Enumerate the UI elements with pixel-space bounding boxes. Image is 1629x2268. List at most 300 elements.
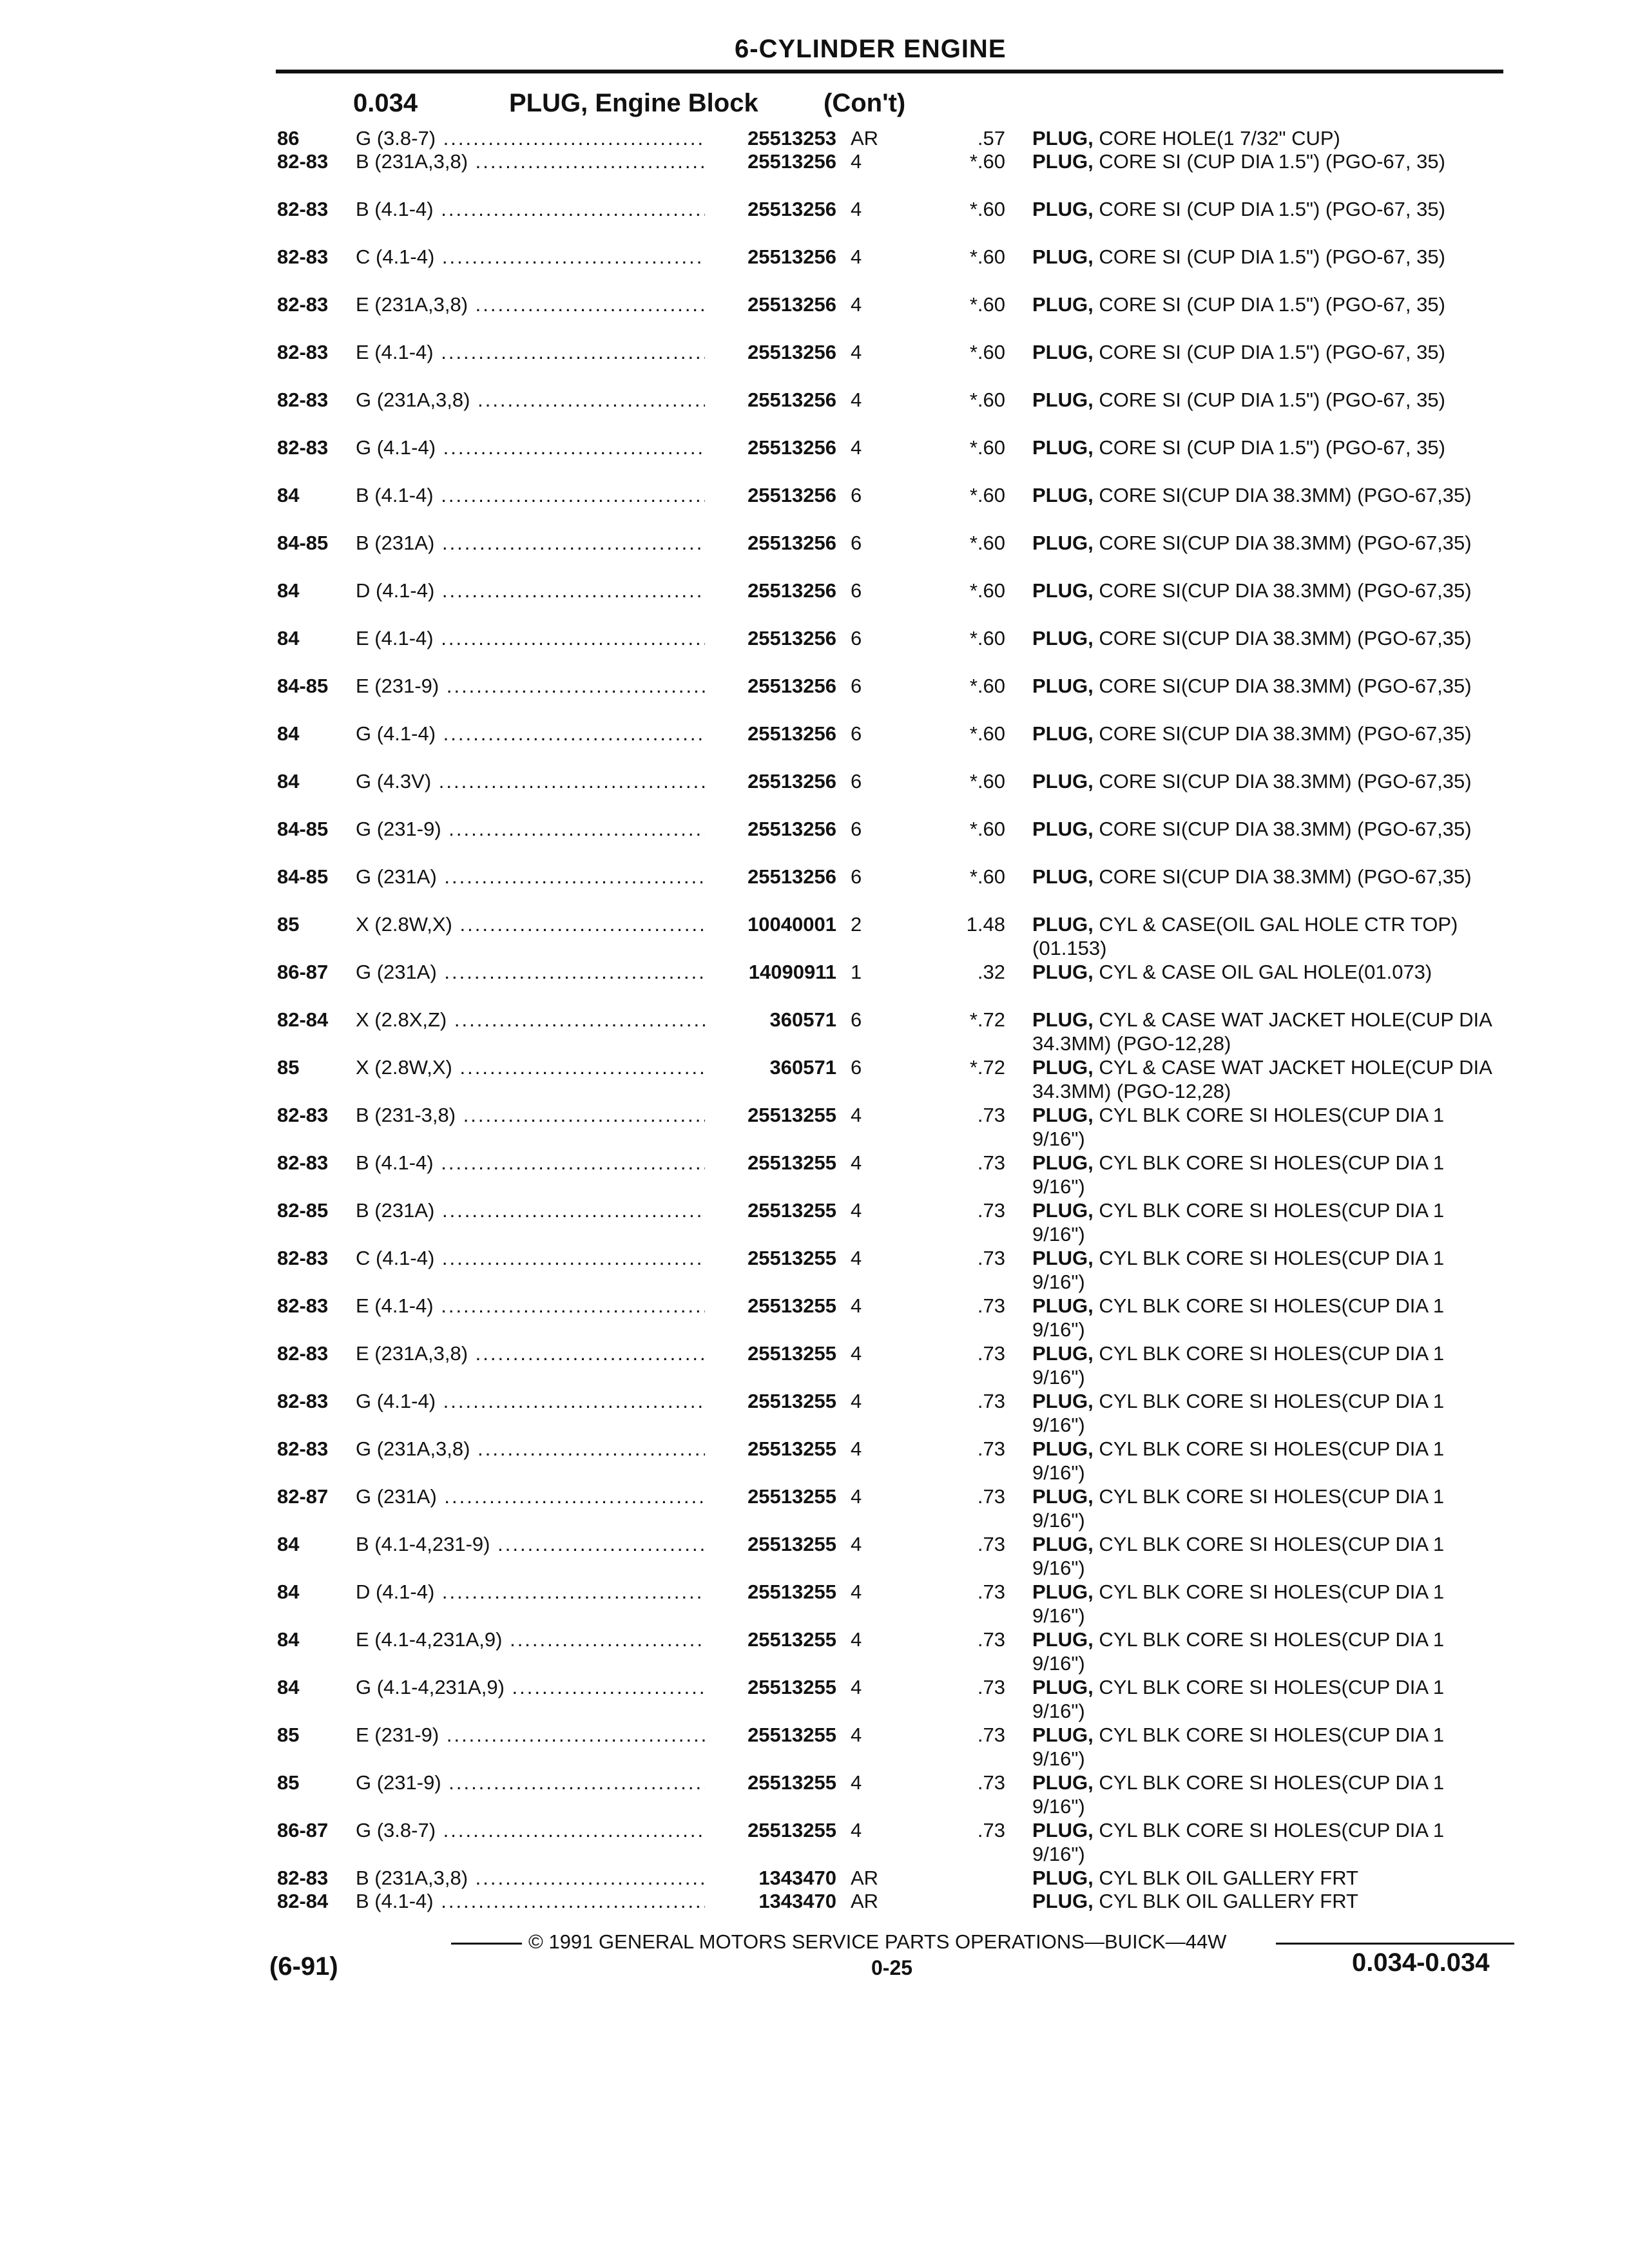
description-text: CYL BLK CORE SI HOLES(CUP DIA 1 9/16") xyxy=(1032,1724,1445,1770)
quantity-cell: 4 xyxy=(851,1390,862,1412)
price-cell: *.60 xyxy=(969,484,1005,506)
part-number-cell: 25513255 xyxy=(747,1628,836,1651)
table-row xyxy=(0,1580,1629,1628)
description-cell xyxy=(1032,436,1499,483)
model-cell: E (231-9) ..... xyxy=(356,1723,705,1747)
price-cell: .73 xyxy=(977,1437,1005,1460)
footer-date: (6-91) xyxy=(269,1952,338,1981)
table-row xyxy=(0,483,1629,531)
model-cell: X (2.8X,Z) ..... xyxy=(356,1008,705,1032)
description-prefix: PLUG, xyxy=(1032,770,1094,793)
description-cell xyxy=(1032,1771,1499,1818)
model-cell: G (231A) ..... xyxy=(356,960,705,984)
model-cell: E (4.1-4) ..... xyxy=(356,1294,705,1318)
year-cell: 84 xyxy=(277,1628,300,1651)
model-cell: G (4.1-4,231A,9) ..... xyxy=(356,1675,705,1699)
table-row xyxy=(0,674,1629,722)
price-cell: .73 xyxy=(977,1676,1005,1698)
section-title: PLUG, Engine Block xyxy=(509,89,758,117)
year-cell: 84 xyxy=(277,579,300,602)
part-number-cell: 25513255 xyxy=(747,1533,836,1555)
part-number-cell: 25513255 xyxy=(747,1104,836,1126)
part-number-cell: 25513256 xyxy=(747,579,836,602)
table-row xyxy=(0,1675,1629,1723)
description-cell xyxy=(1032,1389,1499,1437)
description-text: CYL BLK CORE SI HOLES(CUP DIA 1 9/16") xyxy=(1032,1676,1445,1722)
description-prefix: PLUG, xyxy=(1032,484,1094,506)
year-cell: 84 xyxy=(277,484,300,506)
part-number-cell: 25513256 xyxy=(747,770,836,793)
description-cell xyxy=(1032,1532,1499,1580)
quantity-cell: 6 xyxy=(851,1008,862,1031)
description-text: CYL BLK CORE SI HOLES(CUP DIA 1 9/16") xyxy=(1032,1294,1445,1341)
price-cell: *.60 xyxy=(969,722,1005,745)
price-cell: *.60 xyxy=(969,389,1005,411)
year-cell: 82-83 xyxy=(277,1294,329,1317)
year-cell: 84 xyxy=(277,1581,300,1603)
table-row xyxy=(0,245,1629,293)
description-prefix: PLUG, xyxy=(1032,1485,1094,1508)
description-cell xyxy=(1032,1341,1499,1389)
table-row xyxy=(0,960,1629,1008)
model-cell: G (231A) ..... xyxy=(356,1485,705,1508)
quantity-cell: 4 xyxy=(851,1342,862,1365)
model-cell: B (231-3,8) ..... xyxy=(356,1103,705,1127)
footer-section-range: 0.034-0.034 xyxy=(1352,1948,1490,1977)
part-number-cell: 1343470 xyxy=(758,1867,836,1889)
description-cell xyxy=(1032,960,1499,1008)
table-row xyxy=(0,1198,1629,1246)
quantity-cell: 6 xyxy=(851,722,862,745)
description-text: CYL & CASE OIL GAL HOLE(01.073) xyxy=(1099,961,1432,983)
description-prefix: PLUG, xyxy=(1032,389,1094,411)
price-cell: *.60 xyxy=(969,865,1005,888)
price-cell: *.60 xyxy=(969,627,1005,649)
table-row xyxy=(0,1485,1629,1532)
quantity-cell: AR xyxy=(851,127,879,149)
description-prefix: PLUG, xyxy=(1032,913,1094,936)
model-cell: E (231A,3,8) ..... xyxy=(356,1341,705,1365)
description-cell xyxy=(1032,626,1499,674)
section-continued: (Con't) xyxy=(824,89,906,117)
table-row xyxy=(0,1055,1629,1103)
description-text: CYL BLK CORE SI HOLES(CUP DIA 1 9/16") xyxy=(1032,1437,1445,1484)
table-row xyxy=(0,722,1629,769)
quantity-cell: AR xyxy=(851,1867,879,1889)
description-cell xyxy=(1032,1485,1499,1532)
description-prefix: PLUG, xyxy=(1032,627,1094,649)
year-cell: 84 xyxy=(277,770,300,793)
model-cell: G (231A) ..... xyxy=(356,865,705,889)
part-number-cell: 25513255 xyxy=(747,1247,836,1269)
table-row xyxy=(0,1818,1629,1866)
part-number-cell: 25513256 xyxy=(747,627,836,649)
model-cell: C (4.1-4) ..... xyxy=(356,245,705,269)
description-prefix: PLUG, xyxy=(1032,198,1094,220)
description-text: CYL BLK CORE SI HOLES(CUP DIA 1 9/16") xyxy=(1032,1628,1445,1675)
part-number-cell: 25513256 xyxy=(747,675,836,697)
quantity-cell: 4 xyxy=(851,293,862,316)
description-text: CORE SI(CUP DIA 38.3MM) (PGO-67,35) xyxy=(1099,627,1472,649)
quantity-cell: 4 xyxy=(851,1104,862,1126)
description-text: CORE SI (CUP DIA 1.5") (PGO-67, 35) xyxy=(1099,198,1445,220)
model-cell: G (3.8-7) ..... xyxy=(356,1818,705,1842)
description-text: CYL & CASE WAT JACKET HOLE(CUP DIA 34.3MM) (PGO-12,28) xyxy=(1032,1008,1492,1055)
description-prefix: PLUG, xyxy=(1032,1199,1094,1222)
part-number-cell: 25513256 xyxy=(747,198,836,220)
description-prefix: PLUG, xyxy=(1032,1867,1094,1889)
year-cell: 85 xyxy=(277,913,300,936)
description-text: CYL & CASE(OIL GAL HOLE CTR TOP)(01.153) xyxy=(1032,913,1458,959)
part-number-cell: 25513255 xyxy=(747,1771,836,1794)
description-cell xyxy=(1032,1246,1499,1294)
description-prefix: PLUG, xyxy=(1032,865,1094,888)
quantity-cell: 6 xyxy=(851,770,862,793)
table-row xyxy=(0,1532,1629,1580)
footer-copyright: © 1991 GENERAL MOTORS SERVICE PARTS OPERATIONS—BUICK—44W xyxy=(528,1930,1227,1953)
year-cell: 82-87 xyxy=(277,1485,329,1508)
table-row xyxy=(0,293,1629,340)
description-prefix: PLUG, xyxy=(1032,1437,1094,1460)
description-text: CYL BLK CORE SI HOLES(CUP DIA 1 9/16") xyxy=(1032,1819,1445,1865)
description-prefix: PLUG, xyxy=(1032,1294,1094,1317)
description-cell xyxy=(1032,149,1499,197)
year-cell: 84 xyxy=(277,627,300,649)
part-number-cell: 14090911 xyxy=(748,961,836,983)
price-cell: .73 xyxy=(977,1342,1005,1365)
table-row xyxy=(0,1889,1629,1937)
description-text: CYL BLK CORE SI HOLES(CUP DIA 1 9/16") xyxy=(1032,1342,1445,1389)
model-cell: E (4.1-4) ..... xyxy=(356,626,705,650)
quantity-cell: 6 xyxy=(851,579,862,602)
year-cell: 82-83 xyxy=(277,1390,329,1412)
model-cell: E (4.1-4,231A,9) ..... xyxy=(356,1628,705,1651)
description-prefix: PLUG, xyxy=(1032,961,1094,983)
table-row xyxy=(0,388,1629,436)
part-number-cell: 25513256 xyxy=(747,818,836,840)
part-number-cell: 10040001 xyxy=(747,913,836,936)
description-prefix: PLUG, xyxy=(1032,1104,1094,1126)
description-cell xyxy=(1032,1008,1499,1055)
price-cell: .73 xyxy=(977,1151,1005,1174)
price-cell: *.60 xyxy=(969,245,1005,268)
part-number-cell: 25513255 xyxy=(747,1390,836,1412)
footer-rule-left xyxy=(451,1943,522,1945)
part-number-cell: 25513255 xyxy=(747,1294,836,1317)
year-cell: 82-83 xyxy=(277,1104,329,1126)
table-row xyxy=(0,1008,1629,1055)
description-text: CYL BLK CORE SI HOLES(CUP DIA 1 9/16") xyxy=(1032,1533,1445,1579)
price-cell: .73 xyxy=(977,1104,1005,1126)
part-number-cell: 25513255 xyxy=(747,1151,836,1174)
description-prefix: PLUG, xyxy=(1032,127,1094,149)
year-cell: 84 xyxy=(277,1676,300,1698)
quantity-cell: 6 xyxy=(851,1056,862,1079)
part-number-cell: 25513255 xyxy=(747,1676,836,1698)
year-cell: 82-84 xyxy=(277,1890,329,1912)
price-cell: .73 xyxy=(977,1294,1005,1317)
quantity-cell: 6 xyxy=(851,627,862,649)
table-row xyxy=(0,912,1629,960)
description-cell xyxy=(1032,388,1499,436)
model-cell: D (4.1-4) ..... xyxy=(356,579,705,602)
price-cell: *.72 xyxy=(969,1008,1005,1031)
model-cell: G (231A,3,8) ..... xyxy=(356,388,705,412)
description-text: CYL BLK CORE SI HOLES(CUP DIA 1 9/16") xyxy=(1032,1104,1445,1150)
model-cell: G (4.1-4) ..... xyxy=(356,722,705,745)
year-cell: 82-83 xyxy=(277,1151,329,1174)
description-cell xyxy=(1032,865,1499,912)
quantity-cell: 4 xyxy=(851,245,862,268)
description-cell xyxy=(1032,722,1499,769)
table-row xyxy=(0,1389,1629,1437)
price-cell: .57 xyxy=(977,127,1005,149)
model-cell: B (231A) ..... xyxy=(356,531,705,555)
model-cell: E (4.1-4) ..... xyxy=(356,340,705,364)
price-cell: .73 xyxy=(977,1628,1005,1651)
description-text: CORE SI (CUP DIA 1.5") (PGO-67, 35) xyxy=(1099,150,1445,173)
price-cell: .73 xyxy=(977,1199,1005,1222)
description-cell xyxy=(1032,1723,1499,1771)
description-prefix: PLUG, xyxy=(1032,1342,1094,1365)
model-cell: B (4.1-4) ..... xyxy=(356,1151,705,1175)
quantity-cell: 6 xyxy=(851,532,862,554)
year-cell: 84-85 xyxy=(277,675,329,697)
description-prefix: PLUG, xyxy=(1032,1771,1094,1794)
quantity-cell: 4 xyxy=(851,1581,862,1603)
quantity-cell: 4 xyxy=(851,1724,862,1746)
quantity-cell: 6 xyxy=(851,865,862,888)
table-row xyxy=(0,340,1629,388)
table-row xyxy=(0,1341,1629,1389)
price-cell: .73 xyxy=(977,1247,1005,1269)
table-row xyxy=(0,865,1629,912)
description-prefix: PLUG, xyxy=(1032,245,1094,268)
description-cell xyxy=(1032,1437,1499,1485)
table-row xyxy=(0,1294,1629,1341)
price-cell: .73 xyxy=(977,1819,1005,1841)
part-number-cell: 25513256 xyxy=(747,245,836,268)
model-cell: G (231A,3,8) ..... xyxy=(356,1437,705,1461)
description-cell xyxy=(1032,1818,1499,1866)
quantity-cell: 4 xyxy=(851,1533,862,1555)
description-cell xyxy=(1032,197,1499,245)
description-text: CORE SI(CUP DIA 38.3MM) (PGO-67,35) xyxy=(1099,675,1472,697)
quantity-cell: 4 xyxy=(851,1199,862,1222)
table-row xyxy=(0,436,1629,483)
year-cell: 84 xyxy=(277,1533,300,1555)
description-cell xyxy=(1032,769,1499,817)
price-cell: .73 xyxy=(977,1581,1005,1603)
part-number-cell: 25513255 xyxy=(747,1437,836,1460)
footer-rule-right xyxy=(1276,1943,1514,1945)
description-cell xyxy=(1032,1580,1499,1628)
quantity-cell: 4 xyxy=(851,1437,862,1460)
description-prefix: PLUG, xyxy=(1032,1819,1094,1841)
description-text: CYL BLK CORE SI HOLES(CUP DIA 1 9/16") xyxy=(1032,1485,1445,1532)
year-cell: 82-83 xyxy=(277,1247,329,1269)
description-prefix: PLUG, xyxy=(1032,150,1094,173)
description-prefix: PLUG, xyxy=(1032,1008,1094,1031)
model-cell: B (231A,3,8) ..... xyxy=(356,1866,705,1890)
model-cell: D (4.1-4) ..... xyxy=(356,1580,705,1604)
part-number-cell: 25513256 xyxy=(747,484,836,506)
year-cell: 82-83 xyxy=(277,293,329,316)
description-cell xyxy=(1032,531,1499,579)
description-text: CYL BLK CORE SI HOLES(CUP DIA 1 9/16") xyxy=(1032,1199,1445,1245)
model-cell: G (4.1-4) ..... xyxy=(356,1389,705,1413)
year-cell: 82-83 xyxy=(277,150,329,173)
price-cell: *.60 xyxy=(969,532,1005,554)
year-cell: 82-83 xyxy=(277,198,329,220)
description-text: CORE SI(CUP DIA 38.3MM) (PGO-67,35) xyxy=(1099,579,1472,602)
year-cell: 84-85 xyxy=(277,865,329,888)
year-cell: 82-83 xyxy=(277,436,329,459)
part-number-cell: 360571 xyxy=(769,1056,836,1079)
description-cell xyxy=(1032,1889,1499,1937)
year-cell: 82-83 xyxy=(277,341,329,363)
quantity-cell: 2 xyxy=(851,913,862,936)
table-row xyxy=(0,149,1629,197)
description-text: CYL & CASE WAT JACKET HOLE(CUP DIA 34.3MM) (PGO-12,28) xyxy=(1032,1056,1492,1102)
year-cell: 84-85 xyxy=(277,818,329,840)
model-cell: B (231A,3,8) ..... xyxy=(356,149,705,173)
description-text: CORE SI (CUP DIA 1.5") (PGO-67, 35) xyxy=(1099,293,1445,316)
description-cell xyxy=(1032,817,1499,865)
price-cell: *.60 xyxy=(969,293,1005,316)
model-cell: E (231-9) ..... xyxy=(356,674,705,698)
quantity-cell: 6 xyxy=(851,484,862,506)
model-cell: G (4.3V) ..... xyxy=(356,769,705,793)
description-cell xyxy=(1032,293,1499,340)
year-cell: 82-85 xyxy=(277,1199,329,1222)
model-cell: X (2.8W,X) ..... xyxy=(356,912,705,936)
price-cell: *.60 xyxy=(969,770,1005,793)
year-cell: 85 xyxy=(277,1724,300,1746)
year-cell: 85 xyxy=(277,1771,300,1794)
price-cell: *.60 xyxy=(969,436,1005,459)
model-cell: B (4.1-4) ..... xyxy=(356,197,705,221)
table-row xyxy=(0,1771,1629,1818)
part-number-cell: 25513256 xyxy=(747,293,836,316)
description-prefix: PLUG, xyxy=(1032,1151,1094,1174)
price-cell: *.60 xyxy=(969,198,1005,220)
description-text: CYL BLK CORE SI HOLES(CUP DIA 1 9/16") xyxy=(1032,1151,1445,1198)
price-cell: .73 xyxy=(977,1485,1005,1508)
part-number-cell: 360571 xyxy=(769,1008,836,1031)
part-number-cell: 25513255 xyxy=(747,1199,836,1222)
quantity-cell: 4 xyxy=(851,1485,862,1508)
description-text: CORE SI(CUP DIA 38.3MM) (PGO-67,35) xyxy=(1099,865,1472,888)
description-prefix: PLUG, xyxy=(1032,293,1094,316)
part-number-cell: 25513255 xyxy=(747,1485,836,1508)
quantity-cell: 4 xyxy=(851,341,862,363)
quantity-cell: 4 xyxy=(851,1819,862,1841)
description-text: CORE SI(CUP DIA 38.3MM) (PGO-67,35) xyxy=(1099,818,1472,840)
description-prefix: PLUG, xyxy=(1032,532,1094,554)
description-cell xyxy=(1032,579,1499,626)
quantity-cell: 4 xyxy=(851,1151,862,1174)
quantity-cell: 6 xyxy=(851,818,862,840)
description-prefix: PLUG, xyxy=(1032,1628,1094,1651)
year-cell: 82-83 xyxy=(277,245,329,268)
quantity-cell: 4 xyxy=(851,150,862,173)
table-row xyxy=(0,1628,1629,1675)
part-number-cell: 25513255 xyxy=(747,1581,836,1603)
year-cell: 84 xyxy=(277,722,300,745)
description-text: CYL BLK OIL GALLERY FRT xyxy=(1099,1890,1358,1912)
description-text: CYL BLK CORE SI HOLES(CUP DIA 1 9/16") xyxy=(1032,1771,1445,1818)
quantity-cell: 6 xyxy=(851,675,862,697)
quantity-cell: 4 xyxy=(851,1247,862,1269)
description-text: CORE SI(CUP DIA 38.3MM) (PGO-67,35) xyxy=(1099,484,1472,506)
year-cell: 82-83 xyxy=(277,1437,329,1460)
part-number-cell: 25513256 xyxy=(747,722,836,745)
table-row xyxy=(0,1246,1629,1294)
price-cell: *.60 xyxy=(969,818,1005,840)
description-prefix: PLUG, xyxy=(1032,818,1094,840)
table-row xyxy=(0,769,1629,817)
model-cell: G (231-9) ..... xyxy=(356,817,705,841)
description-cell xyxy=(1032,1055,1499,1103)
year-cell: 86 xyxy=(277,127,300,149)
description-prefix: PLUG, xyxy=(1032,1581,1094,1603)
part-number-cell: 25513256 xyxy=(747,150,836,173)
model-cell: B (4.1-4,231-9) ..... xyxy=(356,1532,705,1556)
price-cell: .73 xyxy=(977,1724,1005,1746)
description-prefix: PLUG, xyxy=(1032,1247,1094,1269)
description-prefix: PLUG, xyxy=(1032,1533,1094,1555)
description-cell xyxy=(1032,1294,1499,1341)
description-text: CORE SI (CUP DIA 1.5") (PGO-67, 35) xyxy=(1099,245,1445,268)
description-prefix: PLUG, xyxy=(1032,1890,1094,1912)
description-cell xyxy=(1032,1151,1499,1198)
part-number-cell: 25513256 xyxy=(747,532,836,554)
part-number-cell: 25513256 xyxy=(747,865,836,888)
description-text: CORE SI (CUP DIA 1.5") (PGO-67, 35) xyxy=(1099,436,1445,459)
price-cell: .73 xyxy=(977,1533,1005,1555)
part-number-cell: 25513255 xyxy=(747,1819,836,1841)
price-cell: *.72 xyxy=(969,1056,1005,1079)
table-row xyxy=(0,197,1629,245)
description-cell xyxy=(1032,674,1499,722)
model-cell: E (231A,3,8) ..... xyxy=(356,293,705,316)
quantity-cell: 4 xyxy=(851,389,862,411)
description-cell xyxy=(1032,1628,1499,1675)
model-cell: X (2.8W,X) ..... xyxy=(356,1055,705,1079)
description-prefix: PLUG, xyxy=(1032,1676,1094,1698)
part-number-cell: 25513255 xyxy=(747,1342,836,1365)
quantity-cell: 4 xyxy=(851,1294,862,1317)
quantity-cell: 1 xyxy=(851,961,862,983)
table-row xyxy=(0,1151,1629,1198)
year-cell: 86-87 xyxy=(277,1819,329,1841)
table-row xyxy=(0,531,1629,579)
description-cell xyxy=(1032,483,1499,531)
description-text: CORE SI(CUP DIA 38.3MM) (PGO-67,35) xyxy=(1099,770,1472,793)
table-row xyxy=(0,626,1629,674)
model-cell: C (4.1-4) ..... xyxy=(356,1246,705,1270)
description-cell xyxy=(1032,912,1499,960)
description-prefix: PLUG, xyxy=(1032,1724,1094,1746)
description-text: CORE SI(CUP DIA 38.3MM) (PGO-67,35) xyxy=(1099,532,1472,554)
description-text: CYL BLK CORE SI HOLES(CUP DIA 1 9/16") xyxy=(1032,1247,1445,1293)
quantity-cell: 4 xyxy=(851,198,862,220)
description-prefix: PLUG, xyxy=(1032,579,1094,602)
description-text: CYL BLK CORE SI HOLES(CUP DIA 1 9/16") xyxy=(1032,1581,1445,1627)
table-row xyxy=(0,1437,1629,1485)
description-cell xyxy=(1032,1198,1499,1246)
